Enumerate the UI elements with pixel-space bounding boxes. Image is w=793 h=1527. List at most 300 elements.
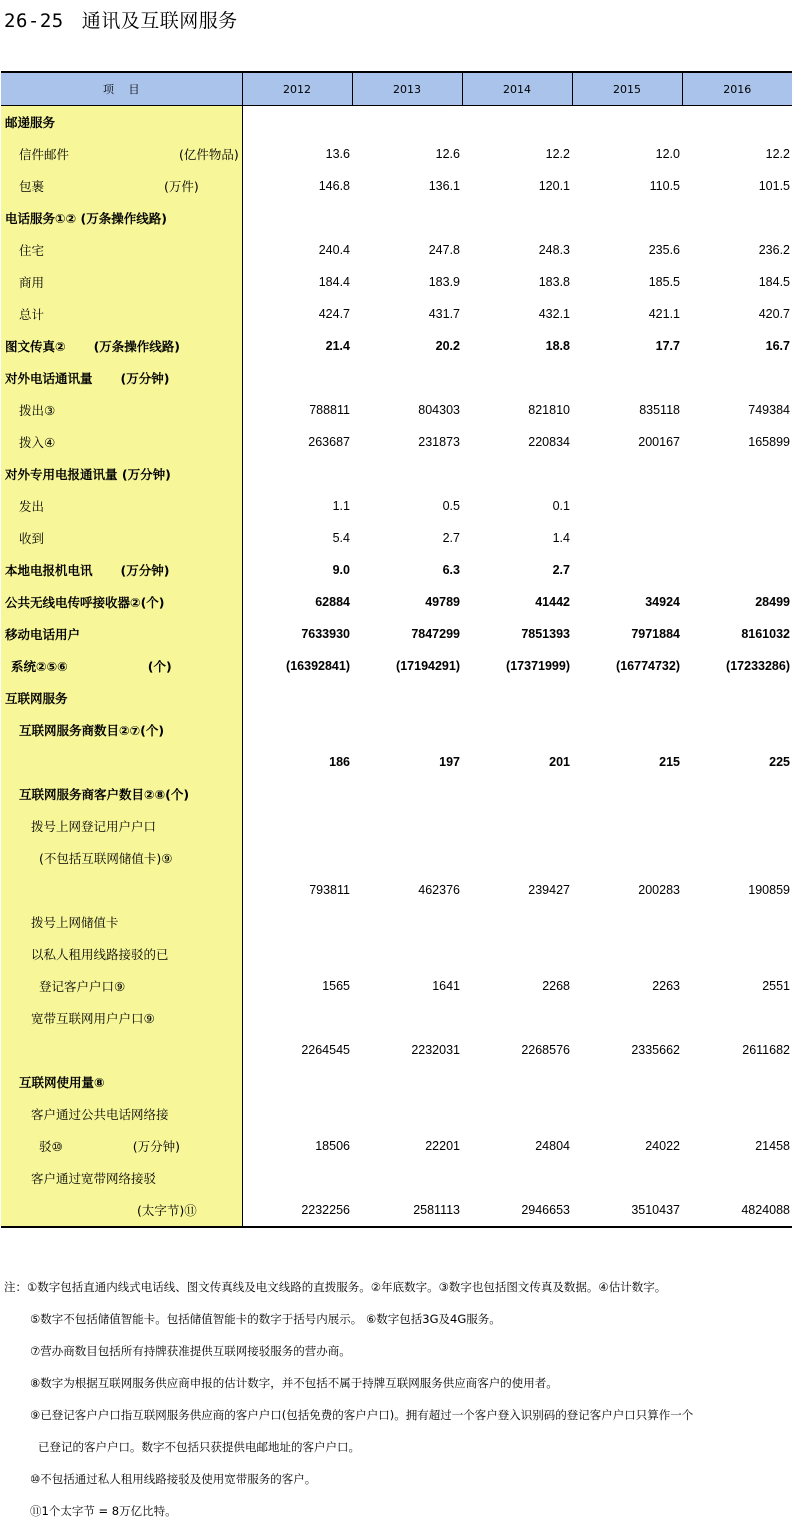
value-cell: 16.7 — [765, 339, 790, 353]
data-table — [1, 71, 792, 1228]
value-cell: 1565 — [322, 979, 350, 993]
row-label — [1, 394, 242, 426]
row-label — [1, 970, 242, 1002]
value-cell — [572, 1098, 682, 1130]
value-cell — [242, 1162, 352, 1194]
header-year: 2013 — [352, 72, 462, 106]
table-row — [1, 618, 792, 650]
row-label — [1, 522, 242, 554]
value-cell: 28499 — [755, 595, 790, 609]
table-row — [1, 682, 792, 714]
value-cell — [352, 362, 462, 394]
value-cell — [242, 202, 352, 234]
table-row — [1, 202, 792, 234]
value-cell: 215 — [659, 755, 680, 769]
row-label-text: 客户通过公共电话网络接 — [31, 1107, 169, 1122]
value-cell — [352, 714, 462, 746]
table-row — [1, 106, 792, 139]
value-cell: 2946653 — [462, 1194, 572, 1227]
value-cell: 7851393 — [521, 627, 570, 641]
row-label — [1, 618, 242, 650]
row-label — [1, 682, 242, 714]
value-cell: 239427 — [528, 883, 570, 897]
value-cell — [682, 810, 792, 842]
value-cell: 2232256 — [242, 1194, 352, 1227]
row-unit: (万条操作线路) — [93, 339, 181, 354]
value-cell: 1.4 — [552, 531, 570, 545]
row-label-text: 总计 — [19, 307, 45, 322]
value-cell — [462, 1162, 572, 1194]
row-label-text: 拨号上网登记用户户口 — [31, 819, 157, 834]
header-year: 2014 — [462, 72, 572, 106]
value-cell — [242, 362, 352, 394]
table-row — [1, 1066, 792, 1098]
value-cell — [572, 714, 682, 746]
value-cell: 3510437 — [572, 1194, 682, 1227]
value-cell — [682, 938, 792, 970]
value-cell — [352, 938, 462, 970]
row-label — [1, 490, 242, 522]
table-row — [1, 938, 792, 970]
row-label-text: 公共无线电传呼接收器②(个) — [5, 595, 165, 610]
row-label — [1, 202, 242, 234]
value-cell: 13.6 — [325, 147, 350, 161]
header-year: 2012 — [242, 72, 352, 106]
row-label — [1, 426, 242, 458]
value-cell: 749384 — [748, 403, 790, 417]
row-label-text: (太字节)⑪ — [137, 1203, 197, 1218]
row-label — [1, 138, 242, 170]
row-label-text: 宽带互联网用户户口⑨ — [31, 1011, 155, 1026]
row-label — [1, 554, 242, 586]
value-cell: 20.2 — [435, 339, 460, 353]
value-cell — [352, 1162, 462, 1194]
table-row — [1, 842, 792, 874]
value-cell — [572, 810, 682, 842]
value-cell: 21.4 — [325, 339, 350, 353]
row-label — [1, 874, 242, 906]
value-cell: 263687 — [308, 435, 350, 449]
value-cell — [572, 778, 682, 810]
table-row — [1, 778, 792, 810]
value-cell — [462, 810, 572, 842]
value-cell: 12.2 — [545, 147, 570, 161]
value-cell — [572, 938, 682, 970]
value-cell — [462, 1066, 572, 1098]
row-label — [1, 1098, 242, 1130]
value-cell: 184.5 — [758, 275, 790, 289]
value-cell: 0.1 — [552, 499, 570, 513]
value-cell — [572, 682, 682, 714]
value-cell: 2551 — [762, 979, 790, 993]
row-label — [1, 778, 242, 810]
value-cell — [462, 458, 572, 490]
row-label-text: 包裹 — [19, 179, 45, 194]
value-cell: 18.8 — [545, 339, 570, 353]
table-code: 26-25 — [4, 10, 64, 32]
value-cell — [682, 714, 792, 746]
value-cell — [242, 1098, 352, 1130]
value-cell: 804303 — [418, 403, 460, 417]
row-label-text: 拨出③ — [19, 403, 56, 418]
value-cell — [352, 810, 462, 842]
table-row — [1, 746, 792, 778]
value-cell — [242, 1002, 352, 1034]
row-label — [1, 906, 242, 938]
row-label — [1, 298, 242, 330]
value-cell: (16392841) — [286, 659, 350, 673]
value-cell: 120.1 — [538, 179, 570, 193]
row-label — [1, 1002, 242, 1034]
row-label-text: 信件邮件 — [19, 147, 70, 162]
value-cell — [242, 682, 352, 714]
table-row — [1, 714, 792, 746]
value-cell — [572, 842, 682, 874]
value-cell — [682, 778, 792, 810]
value-cell: 12.6 — [435, 147, 460, 161]
table-row — [1, 170, 792, 202]
row-label — [1, 586, 242, 618]
value-cell: 49789 — [425, 595, 460, 609]
row-label-text: 对外专用电报通讯量 (万分钟) — [5, 467, 171, 482]
value-cell: 2268576 — [521, 1043, 570, 1057]
row-label-text: 驳⑩ — [39, 1139, 63, 1154]
value-cell — [682, 106, 792, 139]
value-cell — [462, 1098, 572, 1130]
value-cell: 12.0 — [655, 147, 680, 161]
value-cell — [352, 1002, 462, 1034]
table-row — [1, 970, 792, 1002]
value-cell — [462, 714, 572, 746]
note-line: 注：①数字包括直通内线式电话线、图文传真线及电文线路的直拨服务。②年底数字。③数字也包括图文传真及数据。④估计数字。 — [4, 1280, 667, 1294]
note-line: ⑤数字不包括储值智能卡。包括储值智能卡的数字于括号内展示。 ⑥数字包括3G及4G服务。 — [30, 1312, 501, 1326]
value-cell — [462, 106, 572, 139]
row-label — [1, 1066, 242, 1098]
value-cell — [682, 362, 792, 394]
row-label-text: 互联网使用量⑧ — [19, 1075, 105, 1090]
value-cell: 7847299 — [411, 627, 460, 641]
row-label — [1, 106, 242, 139]
value-cell: 2268 — [542, 979, 570, 993]
value-cell: 247.8 — [428, 243, 460, 257]
value-cell — [242, 842, 352, 874]
value-cell: 225 — [769, 755, 790, 769]
value-cell: 7633930 — [301, 627, 350, 641]
row-label-text: 客户通过宽带网络接驳 — [31, 1171, 157, 1186]
table-row — [1, 810, 792, 842]
row-label-text: 邮递服务 — [5, 115, 56, 130]
row-label — [1, 714, 242, 746]
value-cell: 201 — [549, 755, 570, 769]
row-label-text: (不包括互联网储值卡)⑨ — [39, 851, 173, 866]
value-cell: 12.2 — [765, 147, 790, 161]
value-cell — [352, 458, 462, 490]
value-cell — [572, 522, 682, 554]
row-unit: (个) — [147, 659, 172, 674]
value-cell — [682, 1066, 792, 1098]
value-cell — [682, 1162, 792, 1194]
value-cell: 190859 — [748, 883, 790, 897]
table-row — [1, 458, 792, 490]
value-cell — [462, 682, 572, 714]
value-cell — [462, 778, 572, 810]
value-cell: 62884 — [315, 595, 350, 609]
row-unit: (万分钟) — [132, 1139, 180, 1154]
note-line: ⑧数字为根据互联网服务供应商申报的估计数字，并不包括不属于持牌互联网服务供应商客户的使用者。 — [30, 1376, 558, 1390]
table-row — [1, 1098, 792, 1130]
row-label — [1, 1194, 242, 1227]
value-cell: 22201 — [425, 1139, 460, 1153]
row-label-text: 拨入④ — [19, 435, 56, 450]
value-cell — [572, 1066, 682, 1098]
value-cell: 821810 — [528, 403, 570, 417]
table-row — [1, 1002, 792, 1034]
value-cell: 0.5 — [442, 499, 460, 513]
value-cell: 183.9 — [428, 275, 460, 289]
value-cell: 2581113 — [352, 1194, 462, 1227]
value-cell — [242, 906, 352, 938]
table-row — [1, 234, 792, 266]
value-cell: 110.5 — [649, 179, 680, 193]
value-cell — [352, 202, 462, 234]
value-cell — [572, 554, 682, 586]
value-cell: 5.4 — [332, 531, 350, 545]
table-row — [1, 138, 792, 170]
value-cell — [572, 906, 682, 938]
row-label — [1, 1130, 242, 1162]
value-cell: (17233286) — [726, 659, 790, 673]
row-label — [1, 810, 242, 842]
row-label-text: 移动电话用户 — [5, 627, 81, 642]
value-cell — [572, 490, 682, 522]
row-label-text: 登记客户户口⑨ — [39, 979, 126, 994]
row-label-text: 系统②⑤⑥ — [11, 659, 68, 674]
note-line: ⑦营办商数目包括所有持牌获准提供互联网接驳服务的营办商。 — [30, 1344, 351, 1358]
value-cell: 200283 — [638, 883, 680, 897]
value-cell — [572, 458, 682, 490]
value-cell: 432.1 — [538, 307, 570, 321]
value-cell — [682, 522, 792, 554]
table-row — [1, 554, 792, 586]
value-cell: 421.1 — [648, 307, 680, 321]
value-cell — [352, 778, 462, 810]
table-row — [1, 522, 792, 554]
value-cell — [682, 490, 792, 522]
value-cell — [682, 1002, 792, 1034]
value-cell — [682, 842, 792, 874]
value-cell — [352, 682, 462, 714]
note-line: 已登记的客户户口。数字不包括只获提供电邮地址的客户户口。 — [38, 1440, 360, 1454]
row-label-text: 住宅 — [19, 243, 45, 258]
header-row — [1, 72, 792, 106]
value-cell: 420.7 — [758, 307, 790, 321]
value-cell: 101.5 — [758, 179, 790, 193]
value-cell: 2264545 — [301, 1043, 350, 1057]
value-cell: 793811 — [309, 883, 350, 897]
value-cell — [352, 1098, 462, 1130]
row-label — [1, 170, 242, 202]
value-cell — [352, 906, 462, 938]
value-cell: 462376 — [418, 883, 460, 897]
value-cell: 185.5 — [648, 275, 680, 289]
header-year: 2015 — [572, 72, 682, 106]
value-cell: 220834 — [528, 435, 570, 449]
table-row — [1, 298, 792, 330]
value-cell: 4824088 — [682, 1194, 792, 1227]
value-cell: 146.8 — [318, 179, 350, 193]
value-cell: 18506 — [315, 1139, 350, 1153]
table-row — [1, 1194, 792, 1227]
value-cell: 835118 — [639, 403, 680, 417]
table-row — [1, 650, 792, 682]
header-year: 2016 — [682, 72, 792, 106]
row-label — [1, 1162, 242, 1194]
table-row — [1, 266, 792, 298]
value-cell: 431.7 — [428, 307, 460, 321]
value-cell — [352, 842, 462, 874]
header-item: 项 目 — [1, 72, 242, 106]
value-cell — [242, 810, 352, 842]
value-cell — [682, 202, 792, 234]
row-unit: (亿件物品) — [179, 147, 239, 162]
value-cell: 235.6 — [648, 243, 680, 257]
value-cell: 424.7 — [318, 307, 350, 321]
value-cell — [352, 106, 462, 139]
value-cell: (17194291) — [396, 659, 460, 673]
note-line: ⑨已登记客户户口指互联网服务供应商的客户户口(包括免费的客户户口)。拥有超过一个客户登入识别码的登记客户户口只算作一个 — [30, 1408, 694, 1422]
value-cell — [242, 458, 352, 490]
value-cell — [462, 202, 572, 234]
row-label-text: 商用 — [19, 275, 45, 290]
value-cell: 34924 — [645, 595, 680, 609]
value-cell: 197 — [439, 755, 460, 769]
value-cell: 1641 — [432, 979, 460, 993]
table-row — [1, 394, 792, 426]
value-cell: 2.7 — [552, 563, 570, 577]
row-label-text: 本地电报机电讯 — [5, 563, 93, 578]
row-label-text: 对外电话通讯量 — [5, 371, 93, 386]
value-cell: 6.3 — [442, 563, 460, 577]
value-cell — [462, 362, 572, 394]
value-cell — [242, 1066, 352, 1098]
value-cell — [462, 906, 572, 938]
value-cell: 2.7 — [442, 531, 460, 545]
table-row — [1, 586, 792, 618]
row-label — [1, 1034, 242, 1066]
value-cell: 9.0 — [332, 563, 350, 577]
row-unit: (万分钟) — [120, 563, 170, 578]
value-cell — [682, 906, 792, 938]
value-cell — [462, 1002, 572, 1034]
row-unit: (万分钟) — [120, 371, 170, 386]
value-cell — [242, 938, 352, 970]
table-row — [1, 1130, 792, 1162]
table-row — [1, 426, 792, 458]
value-cell — [572, 106, 682, 139]
value-cell — [572, 202, 682, 234]
value-cell — [242, 106, 352, 139]
value-cell: 2611682 — [742, 1043, 790, 1057]
value-cell — [572, 362, 682, 394]
table-row — [1, 874, 792, 906]
value-cell: 248.3 — [538, 243, 570, 257]
value-cell: 2232031 — [411, 1043, 460, 1057]
footnotes — [4, 1271, 790, 1527]
table-row — [1, 906, 792, 938]
note-line: ⑪1个太字节 = 8万亿比特。 — [30, 1504, 177, 1518]
row-label — [1, 746, 242, 778]
value-cell: 24804 — [535, 1139, 570, 1153]
value-cell — [682, 682, 792, 714]
row-label — [1, 458, 242, 490]
value-cell: 231873 — [418, 435, 460, 449]
value-cell: 165899 — [748, 435, 790, 449]
value-cell — [242, 714, 352, 746]
table-row — [1, 1034, 792, 1066]
row-label — [1, 938, 242, 970]
value-cell: 17.7 — [655, 339, 680, 353]
value-cell — [572, 1002, 682, 1034]
row-label — [1, 842, 242, 874]
row-label-text: 发出 — [19, 499, 45, 514]
value-cell — [572, 1162, 682, 1194]
row-label-text: 以私人租用线路接驳的已 — [31, 947, 169, 962]
value-cell: 21458 — [755, 1139, 790, 1153]
value-cell: 200167 — [638, 435, 680, 449]
table-row — [1, 362, 792, 394]
row-label-text: 互联网服务 — [5, 691, 68, 706]
value-cell: 788811 — [309, 403, 350, 417]
value-cell — [682, 458, 792, 490]
value-cell: (17371999) — [506, 659, 570, 673]
value-cell: 183.8 — [538, 275, 570, 289]
table-row — [1, 330, 792, 362]
row-label-text: 电话服务①② (万条操作线路) — [5, 211, 167, 226]
row-label — [1, 266, 242, 298]
value-cell: 7971884 — [631, 627, 680, 641]
value-cell: 1.1 — [332, 499, 350, 513]
row-label-text: 互联网服务商数目②⑦(个) — [19, 723, 165, 738]
value-cell: (16774732) — [616, 659, 680, 673]
value-cell: 2335662 — [631, 1043, 680, 1057]
value-cell — [352, 1066, 462, 1098]
value-cell — [462, 842, 572, 874]
row-label — [1, 234, 242, 266]
row-label-text: 拨号上网储值卡 — [31, 915, 119, 930]
value-cell: 236.2 — [758, 243, 790, 257]
table-row — [1, 1162, 792, 1194]
table-row — [1, 490, 792, 522]
value-cell — [462, 938, 572, 970]
row-label-text: 收到 — [19, 531, 45, 546]
value-cell: 41442 — [535, 595, 570, 609]
row-unit: (万件) — [164, 179, 199, 194]
value-cell: 24022 — [645, 1139, 680, 1153]
row-label-text: 图文传真② — [5, 339, 66, 354]
row-label — [1, 362, 242, 394]
value-cell: 136.1 — [428, 179, 460, 193]
row-label — [1, 330, 242, 362]
row-label-text: 互联网服务商客户数目②⑧(个) — [19, 787, 190, 802]
row-label — [1, 650, 242, 682]
value-cell: 186 — [329, 755, 350, 769]
value-cell: 184.4 — [318, 275, 350, 289]
page-title — [4, 6, 238, 33]
value-cell — [242, 778, 352, 810]
value-cell: 8161032 — [741, 627, 790, 641]
note-line: ⑩不包括通过私人租用线路接驳及使用宽带服务的客户。 — [30, 1472, 317, 1486]
value-cell: 2263 — [652, 979, 680, 993]
